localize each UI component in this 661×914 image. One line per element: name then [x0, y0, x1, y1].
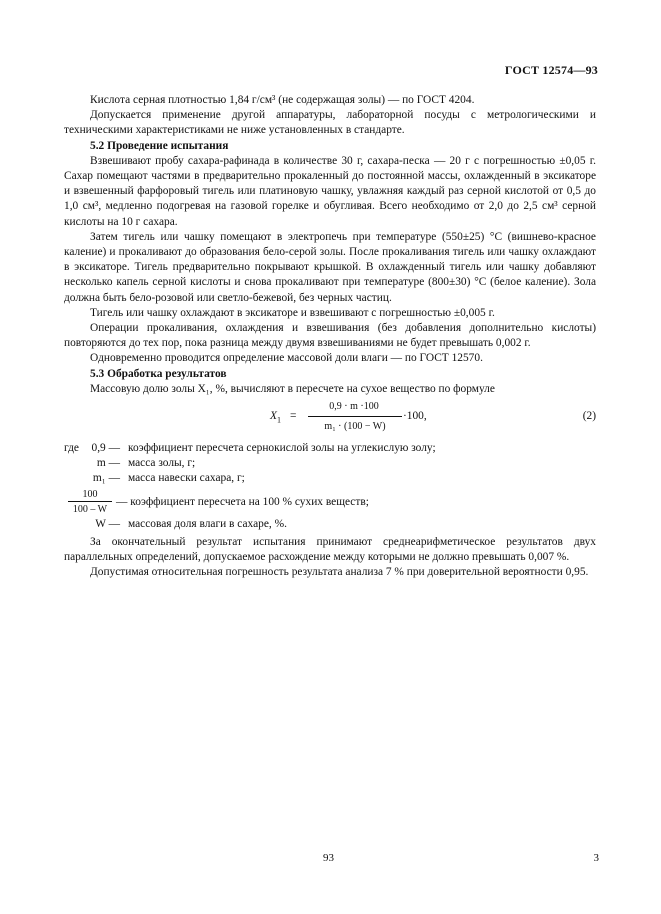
formula-equals: = [290, 410, 297, 423]
page-number-center: 93 [323, 852, 334, 864]
fraction-denominator: 100 – W [72, 503, 108, 515]
where-row [64, 441, 596, 456]
formula-denominator: m₁ · (100 − W) [324, 421, 386, 433]
where-row [64, 471, 596, 486]
where-fraction-row [64, 487, 596, 517]
formula-fraction-bar [308, 416, 402, 417]
formula-multiplier: ·100, [403, 410, 427, 423]
document-body [64, 93, 596, 580]
paragraph-formula-intro: Массовую долю золы X₁, %, вычисляют в пересчете на сухое вещество по формуле [90, 382, 495, 395]
where-row [64, 517, 596, 532]
formula-lhs: $X_1$ [270, 410, 281, 425]
where-text: масса навески сахара, г; [128, 472, 245, 485]
where-symbol: 0,9 — [91, 442, 120, 455]
formula-number: (2) [582, 410, 596, 423]
standard-header: ГОСТ 12574—93 [504, 63, 598, 77]
section-heading-5-2: 5.2 Проведение испытания [90, 139, 229, 152]
paragraph-equipment: Допускается применение другой аппаратуры, лабораторной посуды с метрологическими и техническими характеристиками не ниже установленных в стандарте. [64, 109, 596, 137]
formula-numerator: 0,9 · m ·100 [329, 401, 379, 413]
where-label: где [64, 442, 79, 455]
fraction-text: — коэффициент пересчета на 100 % сухих веществ; [116, 495, 369, 508]
paragraph-error: Допустимая относительная погрешность результата анализа 7 % при доверительной вероятности 0,95. [90, 566, 589, 579]
section-heading-5-3: 5.3 Обработка результатов [90, 367, 227, 380]
where-symbol: m — [96, 457, 120, 470]
formula-2 [64, 399, 596, 437]
where-symbol: W — [95, 517, 120, 530]
where-block [64, 441, 596, 532]
where-text: коэффициент пересчета сернокислой золы на углекислую золу; [128, 442, 436, 455]
page-number-right: 3 [593, 852, 599, 864]
paragraph-acid: Кислота серная плотностью 1,84 г/см³ (не содержащая золы) — по ГОСТ 4204. [90, 94, 475, 106]
paragraph-final-result: За окончательный результат испытания принимают среднеарифметическое результатов двух параллельных определений, допускаемое расхождение между которыми не должно превышать 0,007 %. [64, 535, 596, 564]
paragraph-furnace: Затем тигель или чашку помещают в электропечь при температуре (550±25) °С (вишнево-красное каление) и прокаливают до образования бело-серой золы. После прокаливания тигель или чашку охлаждают в эксикаторе. Тигель предварительно покрывают крышкой. В охлажденный тигель или чашку добавляют несколько капель серной кислоты и снова прокаливают при температуре (800±30) °С (белое каление). Зола должна быть бело-розовой или светло-бежевой, без черных частиц. [64, 230, 596, 304]
where-symbol: m₁ — [92, 472, 120, 485]
where-text: массовая доля влаги в сахаре, %. [128, 517, 287, 530]
fraction-numerator: 100 [82, 488, 98, 500]
where-text: масса золы, г; [128, 457, 196, 470]
paragraph-moisture: Одновременно проводится определение массовой доли влаги — по ГОСТ 12570. [90, 352, 483, 365]
paragraph-repeat: Операции прокаливания, охлаждения и взвешивания (без добавления дополнительно кислоты) повторяются до тех пор, пока разница между двумя взвешиваниями не будет превышать 0,002 г. [64, 322, 596, 350]
paragraph-cooling: Тигель или чашку охлаждают в эксикаторе и взвешивают с погрешностью ±0,005 г. [90, 306, 495, 319]
where-row [64, 456, 596, 471]
paragraph-weighing: Взвешивают пробу сахара-рафинада в количестве 30 г, сахара-песка — 20 г с погрешностью ±0,05 г. Сахар помещают частями в предварительно прокаленный до постоянной массы, охлажденный в эксикаторе и взвешенный фарфоровый тигель или платиновую чашку, увлажняя каждый раз серной кислотой от 0,5 до 1,0 см³, медленно подогревая на газовой горелке и обугливая. Всего необходимо от 2,0 до 2,5 см³ серной кислоты на 10 г сахара. [64, 154, 596, 228]
